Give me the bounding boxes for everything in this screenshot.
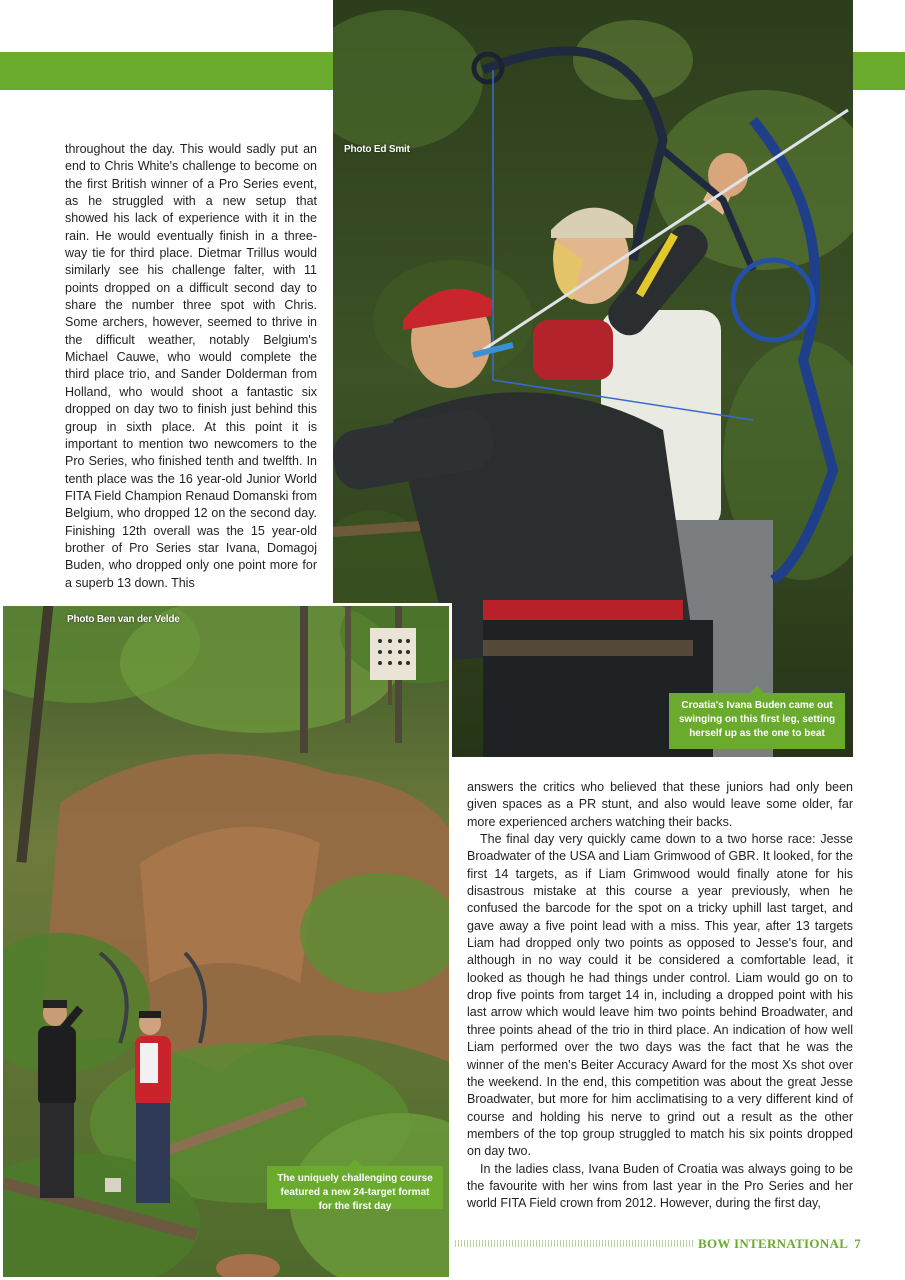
top-photo-credit: Photo Ed Smit — [344, 144, 410, 155]
page-number: 7 — [854, 1236, 861, 1251]
article-right-column — [467, 779, 853, 1213]
article-paragraph: In the ladies class, Ivana Buden of Croatia was always going to be the favourite with her wins from last year in the Pro Series and her world FITA Field crown from 2012. However, during the first day, — [467, 1161, 853, 1211]
publication-name: BOW INTERNATIONAL — [698, 1236, 849, 1251]
article-paragraph: answers the critics who believed that these juniors had only been given spaces as a PR stunt, and also would leave some older, far more experienced archers watching their backs. — [467, 780, 853, 829]
article-left-column: throughout the day. This would sadly put an end to Chris White's challenge to become on the first British winner of a Pro Series event, as he struggled with a new setup that showed his lack of experience with it in the rain. He would eventually finish in a three-way tie for third place. Dietmar Trillus would similarly see his challenge falter, with 11 points dropped on a difficult second day to share the number three spot with Chris. Some archers, however, seemed to thrive in the difficult weather, notably Belgium's Michael Cauwe, who would complete the third place trio, and Sander Dolderman from Holland, who would shoot a fantastic six dropped on day two to finish just behind this group in sixth place. At this point it is important to mention two newcomers to the Pro Series, who finished tenth and twelfth. In tenth place was the 16 year-old Junior World FITA Field Champion Renaud Domanski from Belgium, who dropped 12 on the second day. Finishing 12th overall was the 15 year-old brother of Pro Series star Ivana, Domagoj Buden, who dropped only one point more for a superb 13 down. This — [65, 142, 317, 590]
bottom-photo-credit: Photo Ben van der Velde — [67, 614, 180, 625]
page-footer — [698, 1236, 861, 1252]
article-paragraph: The final day very quickly came down to a two horse race: Jesse Broadwater of the USA and Liam Grimwood of GBR. It looked, for the first 14 targets, as if Liam Grimwood would finally atone for his disastrous mistake at this course a year previously, when he confused the barcode for the spot on a tricky uphill last target, and gave away a five point lead with a miss. This year, after 13 targets Liam had dropped only two points as opposed to Jesse's four, and although in no way could it be considered a comfortable lead, it looked as though he had things under control. Liam would go on to drop five points from target 14 in, including a dropped point with his last arrow which would leave him two points behind Broadwater, and three points ahead of the trio in third place. An indication of how well Liam performed over the two days was the fact that he was the winner of the men's Beiter Accuracy Award for the most Xs shot over the weekend. In the end, this competition was about the great Jesse Broadwater, but more for him acclimatising to a very different kind of course and holding his nerve to grind out a result as the other members of the top group struggled to match his six points dropped on day two. — [467, 832, 853, 1159]
bottom-photo-caption: The uniquely challenging course featured a new 24-target format for the first day — [267, 1166, 443, 1209]
top-photo-caption: Croatia's Ivana Buden came out swinging on this first leg, setting herself up as the one to beat — [669, 693, 845, 749]
footer-dot-rule — [455, 1240, 693, 1247]
